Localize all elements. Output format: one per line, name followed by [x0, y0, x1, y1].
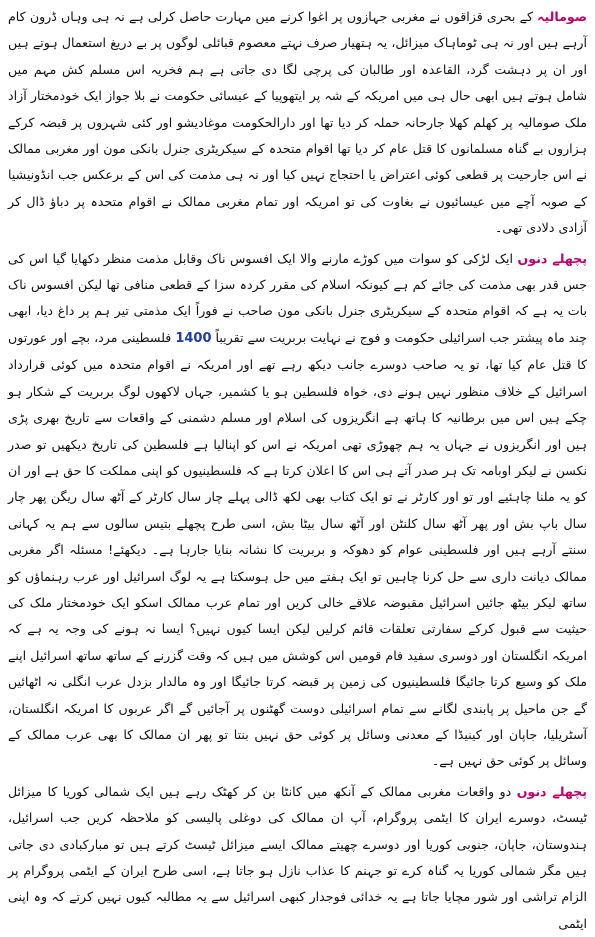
paragraph-text: ایک لڑکی کو سوات میں کوڑے مارنے والا ایک افسوس ناک وقابل مذمت منظر دکھایا گیا اس کی جس قدر بھی مذمت کی جائے کم ہے کیونکہ اسلام کی مقرر کردہ سزا کے قطعی منافی تھا لیکن افسوس ناک بات یہ ہے کہ اقوام متحدہ کے سیکریٹری جنرل بانکی مون صاحب نے فوراً ایک مذمتی تیر ہم پر داغ دیا، ابھی چند ماہ پیشتر جب اسرائیلی حکومت و فوج نے نہایت بربریت سے تقریباً: [8, 250, 587, 345]
paragraph-lead: پچھلے دنوں: [517, 250, 587, 266]
paragraph-swat: [8, 246, 587, 775]
paragraph-text-continued: فلسطینی مرد، بچے اور عورتوں کا قتل عام کیا تھا، تو یہ صاحب دوسرے جانب دیکھ رہے تھے اور امریکہ نے اقوام متحدہ میں کوئی قرارداد اسرائیل کے خلاف منظور نہیں ہونے دی، خواہ فلسطین ہو یا کشمیر، جہاں لاکھوں لوگ بربریت کے شکار ہو چکے ہیں اس میں برطانیہ کا ہاتھ ہے انگریزوں کی اسلام اور مسلم دشمنی کے واقعات سے تاریخ بھری پڑی ہیں اور انگریزوں نے جہاں یہ ہم چھوڑی تھی امریکہ نے اس کو اپنالیا ہے فلسطین کی تاریخ دیکھیں تو صدر نکسن نے لیکر اوبامہ تک ہر صدر آتے ہی اس کا اعلان کرتا ہے کہ فلسطینیوں کو اپنی مملکت کا حق ہے اور ان کو یہ ملنا چاہئیے اور تو اور کارٹر نے تو ایک کتاب بھی لکھ ڈالی پہلے چار سال کارٹر کے آٹھ سال ریگن پھر چار سال باپ بش اور پھر آٹھ سال کلنٹن اور آٹھ سال بیٹا بش، اسی طرح پچھلے بتیس سالوں سے ہم یہ کہانی سنتے آرہے ہیں اور فلسطینی عوام کو دھوکہ و بربریت کا نشانہ بنایا جارہا ہے۔ دیکھئے! مسئلہ اگر مغربی ممالک دیانت داری سے حل کرنا چاہیں تو ایک ہفتے میں حل ہوسکتا ہے یہ لوگ اسرائیل اور عرب رہنماؤں کو ساتھ لیکر بیٹھ جائیں اسرائیل مقبوضہ علاقے خالی کریں اور تمام عرب ممالک اسکو ایک خودمختار ملک کی حیثیت سے قبول کرکے سفارتی تعلقات قائم کرلیں لیکن ایسا کیوں نہیں؟ ایسا نہ ہونے کی وجہ یہ ہے کہ امریکہ انگلستان اور دوسری سفید فام قومیں اس کوشش میں ہیں کہ وقت گزرنے کے ساتھ ساتھ اسرائیل اپنے ملک کو وسیع کرتا جائیگا فلسطینیوں کی زمین پر قبضہ کرتا جائیگا اور وہ مالدار بزدل عرب انگلی نہ اٹھائیں گے جن ماحیل پر پابندی لگانے سے تمام اسرائیلی دوست گھٹنوں پر آجائیں گے اگر عربوں کا امریکہ انگلستان، آسٹریلیا، جاپان اور کینیڈا کے معدنی وسائل پر کوئی حق نہیں بنتا تو پھر ان ممالک کا بھی عرب ممالک کے وسائل پر کوئی حق نہیں ہے۔: [8, 329, 587, 769]
paragraph-text: دو واقعات مغربی ممالک کے آنکھ میں کانٹا بن کر کھٹک رہے ہیں ایک شمالی کوریا کا میزائل ٹیسٹ، دوسرے ایران کا ایٹمی پروگرام، آپ ان ممالک کی دوغلی پالیسی کو ملاحظہ کریں جب اسرائیل، ہندوستان، جاپان، جنوبی کوریا اور دوسرے چھیتے ممالک ایسے میزائل ٹیسٹ کرتے ہیں تو مبارکبادی دی جاتی ہیں مگر شمالی کوریا یہ گناہ کرے تو جہنم کا عذاب نازل ہو جاتا ہے، اسی طرح ایران کے ایٹمی پروگرام پر الزام تراشی اور شور مچایا جاتا ہے یہ خدائی فوجدار کبھی اسرائیل سے یہ مطالبہ کیوں نہیں کرتے کہ وہ اپنی ایٹمی: [8, 783, 587, 931]
paragraph-lead: پچھلے دنوں: [516, 783, 587, 799]
paragraph-lead: صومالیہ: [537, 9, 587, 24]
paragraph-korea-iran: [8, 779, 587, 937]
paragraph-text: کے بحری قزاقوں نے مغربی جہازوں پر اغوا کرنے میں مہارت حاصل کرلی ہے نہ ہی وہاں ڈرون کام آرہے ہیں اور نہ ہی ٹوماہاک میزائل، یہ ہتھیار صرف نہتے معصوم قبائلی لوگوں پر بے دریغ استعمال ہوتے ہیں اور ان پر دہشت گرد، القاعدہ اور طالبان کی پرچی لگا دی جاتی ہے ہم فخریہ اس مسلم کش مہم میں شامل ہوتے ہیں ابھی حال ہی میں امریکہ کے شہ پر ایتھوپیا کے عیسائی حکومت نے بلا جواز ایک خودمختار آزاد ملک صومالیہ پر کھلم کھلا جارحانہ حملہ کر دیا تھا اور دارالحکومت موغادیشو اور کئی شہروں پر قبضہ کرکے ہزاروں بے گناہ مسلمانوں کا قتل عام کر دیا تھا اقوام متحدہ کے سیکریٹری جنرل بانکی مون اور مغربی ممالک نے اس جارحیت پر قطعی کوئی اعتراض یا احتجاج نہیں کیا اور نہ ہی مذمت کی اس کے برعکس جب انڈونیشیا کے صوبہ آچے میں عیسائیوں نے بغاوت کی تو امریکہ اور تمام مغربی ممالک نے اقوام متحدہ پر دباؤ ڈال کر آزادی دلادی تھی۔: [8, 9, 587, 236]
paragraph-somalia: [8, 4, 587, 242]
casualty-number: 1400: [175, 330, 212, 346]
